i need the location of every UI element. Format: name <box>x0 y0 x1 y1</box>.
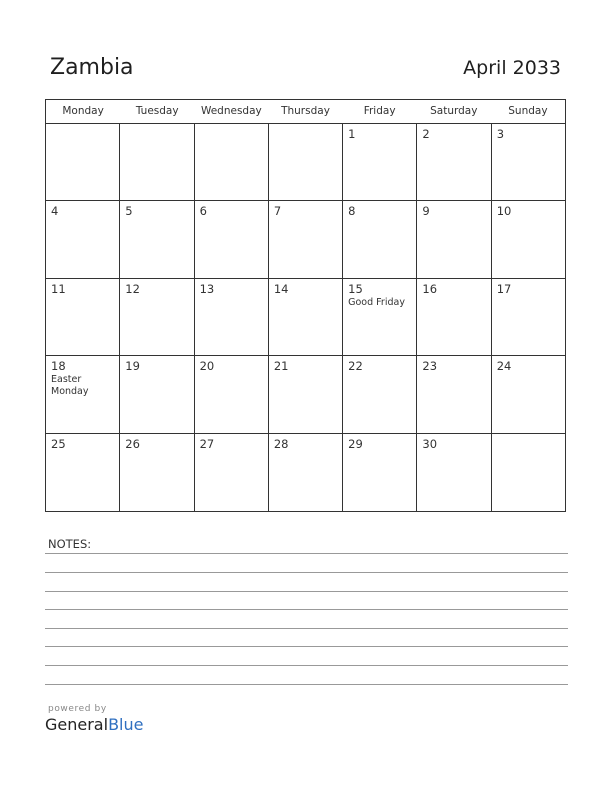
week-row <box>46 279 565 356</box>
day-cell <box>120 201 194 277</box>
day-cell <box>492 124 565 200</box>
week-row <box>46 124 565 201</box>
day-cell <box>417 201 491 277</box>
notes-line <box>45 628 568 629</box>
day-number: 20 <box>199 359 215 374</box>
day-number: 18 <box>51 359 66 374</box>
day-cell <box>46 201 120 277</box>
day-number: 11 <box>51 281 66 296</box>
day-cell <box>343 279 417 355</box>
day-number: 9 <box>422 204 430 219</box>
brand-name <box>45 715 143 734</box>
powered-by-text: powered by <box>48 704 107 714</box>
month-year-title: April 2033 <box>463 57 561 79</box>
day-number: 1 <box>348 127 356 141</box>
week-row <box>46 434 565 511</box>
day-cell <box>269 124 343 200</box>
day-cell <box>269 201 343 277</box>
day-number: 5 <box>125 204 133 219</box>
weekday-label: Sunday <box>508 105 548 117</box>
brand-blue: Blue <box>108 715 144 734</box>
notes-line <box>45 553 568 554</box>
day-number: 4 <box>51 204 59 219</box>
day-number: 26 <box>125 436 140 451</box>
day-cell <box>195 124 269 200</box>
day-cell <box>269 279 343 355</box>
day-number: 30 <box>422 436 438 451</box>
week-row <box>46 356 565 433</box>
day-number: 6 <box>199 204 207 219</box>
day-cell <box>343 201 417 277</box>
day-cell <box>492 434 565 511</box>
weekday-label: Saturday <box>430 105 478 117</box>
country-title: Zambia <box>50 55 134 80</box>
day-cell <box>492 201 565 277</box>
weekday-header-row <box>46 100 565 124</box>
day-number: 13 <box>199 281 215 296</box>
day-cell <box>269 356 343 432</box>
day-cell <box>120 356 194 432</box>
weekday-label: Friday <box>363 105 396 117</box>
day-number: 17 <box>496 281 512 296</box>
day-number: 16 <box>422 281 438 296</box>
day-number: 25 <box>51 436 66 451</box>
day-cell <box>417 356 491 432</box>
notes-line <box>45 591 568 592</box>
weekday-label: Wednesday <box>200 105 262 117</box>
day-number: 12 <box>125 281 140 296</box>
day-number: 27 <box>199 436 215 451</box>
day-number: 23 <box>422 359 438 374</box>
week-row <box>46 201 565 278</box>
day-cell <box>46 279 120 355</box>
weekday-label: Monday <box>62 105 104 117</box>
day-cell <box>492 356 565 432</box>
day-number: 2 <box>422 127 430 141</box>
day-number: 8 <box>348 204 356 219</box>
day-cell <box>269 434 343 511</box>
day-cell <box>120 279 194 355</box>
notes-label: NOTES: <box>48 537 92 551</box>
notes-line <box>45 665 568 666</box>
day-cell <box>417 124 491 200</box>
holiday-label: Good Friday <box>348 296 405 308</box>
day-cell <box>46 356 120 432</box>
day-cell <box>343 434 417 511</box>
day-number: 15 <box>348 281 363 296</box>
day-cell <box>120 124 194 200</box>
day-number: 22 <box>348 359 363 374</box>
day-cell <box>417 279 491 355</box>
day-cell <box>46 124 120 200</box>
notes-line <box>45 646 568 647</box>
day-number: 14 <box>273 281 289 296</box>
notes-line <box>45 572 568 573</box>
day-cell <box>195 201 269 277</box>
brand-logo <box>45 704 143 734</box>
weekday-label: Tuesday <box>135 105 179 117</box>
calendar-grid <box>45 99 566 512</box>
day-cell <box>195 279 269 355</box>
day-number: 21 <box>273 359 289 374</box>
brand-general: General <box>45 715 109 734</box>
day-cell <box>343 356 417 432</box>
day-cell <box>492 279 565 355</box>
day-number: 24 <box>496 359 512 374</box>
day-number: 29 <box>348 436 363 451</box>
day-cell <box>120 434 194 511</box>
notes-line <box>45 609 568 610</box>
day-cell <box>195 434 269 511</box>
day-number: 19 <box>125 359 140 374</box>
day-number: 28 <box>273 436 289 451</box>
day-cell <box>343 124 417 200</box>
day-number: 3 <box>496 127 505 141</box>
holiday-label: Easter Monday <box>51 374 89 398</box>
day-cell <box>46 434 120 511</box>
day-number: 7 <box>273 204 282 219</box>
day-number: 10 <box>496 204 512 219</box>
day-cell <box>417 434 491 511</box>
notes-line <box>45 684 568 685</box>
day-cell <box>195 356 269 432</box>
weekday-label: Thursday <box>281 105 330 117</box>
